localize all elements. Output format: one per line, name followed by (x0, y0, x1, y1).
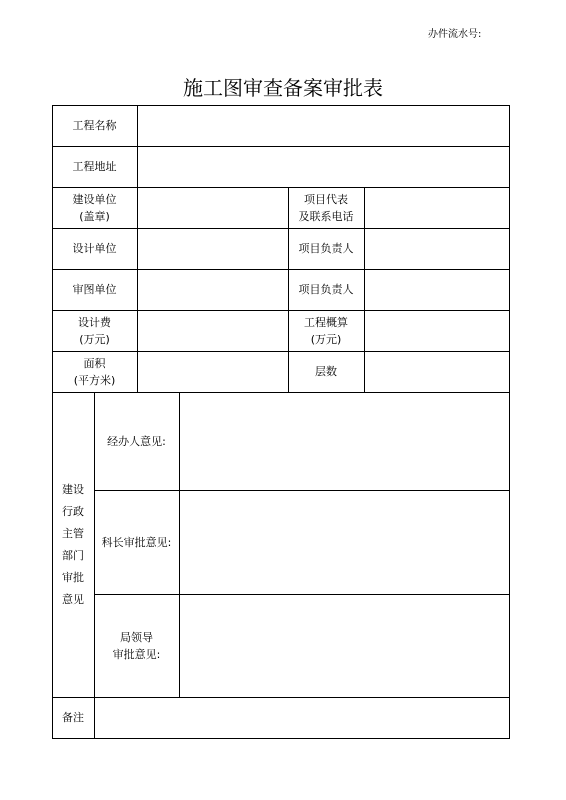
project-address-label: 工程地址 (72, 160, 117, 173)
handler-opinion-label: 经办人意见: (107, 434, 166, 448)
construction-unit-label: 建设单位 (盖章) (72, 192, 117, 223)
approval-form (52, 105, 510, 739)
bureau-leader-opinion-label: 局领导 审批意见: (112, 630, 161, 661)
budget-label: 工程概算 (万元) (304, 315, 348, 346)
remarks-field[interactable] (95, 698, 509, 738)
review-unit-label: 审图单位 (72, 283, 117, 296)
area-label: 面积 (平方米) (73, 356, 116, 387)
approval-side-label (52, 392, 94, 697)
design-fee-label: 设计费 (万元) (78, 315, 111, 346)
project-manager-field[interactable] (365, 229, 509, 269)
side-label-line: 部门 (62, 548, 84, 562)
remarks-label: 备注 (62, 711, 84, 724)
serial-number-label: 办件流水号: (428, 29, 482, 40)
project-rep-label: 项目代表 及联系电话 (298, 192, 354, 223)
side-label-line: 意见 (62, 592, 84, 606)
project-manager-label: 项目负责人 (298, 242, 354, 255)
design-fee-field[interactable] (138, 311, 288, 351)
project-address-field[interactable] (138, 147, 509, 187)
project-name-field[interactable] (138, 106, 509, 146)
review-unit-field[interactable] (138, 270, 288, 310)
design-unit-field[interactable] (138, 229, 288, 269)
floors-label: 层数 (315, 365, 337, 378)
section-chief-opinion-label: 科长审批意见: (101, 535, 172, 549)
project-manager-label: 项目负责人 (298, 283, 354, 296)
handler-opinion-field[interactable] (180, 393, 509, 490)
construction-unit-field[interactable] (138, 188, 288, 228)
page-title: 施工图审查备案审批表 (183, 76, 383, 100)
budget-field[interactable] (365, 311, 509, 351)
side-label-line: 审批 (62, 570, 84, 584)
side-label-line: 建设 (62, 482, 84, 496)
side-label-line: 行政 (62, 504, 84, 518)
side-label-line: 主管 (62, 526, 84, 540)
section-chief-opinion-field[interactable] (180, 491, 509, 594)
project-manager-field[interactable] (365, 270, 509, 310)
project-name-label: 工程名称 (72, 119, 117, 132)
border-bottom (52, 738, 510, 739)
floors-field[interactable] (365, 352, 509, 392)
bureau-leader-opinion-field[interactable] (180, 595, 509, 697)
design-unit-label: 设计单位 (72, 242, 117, 255)
area-field[interactable] (138, 352, 288, 392)
project-rep-field[interactable] (365, 188, 509, 228)
border-right (509, 105, 510, 739)
